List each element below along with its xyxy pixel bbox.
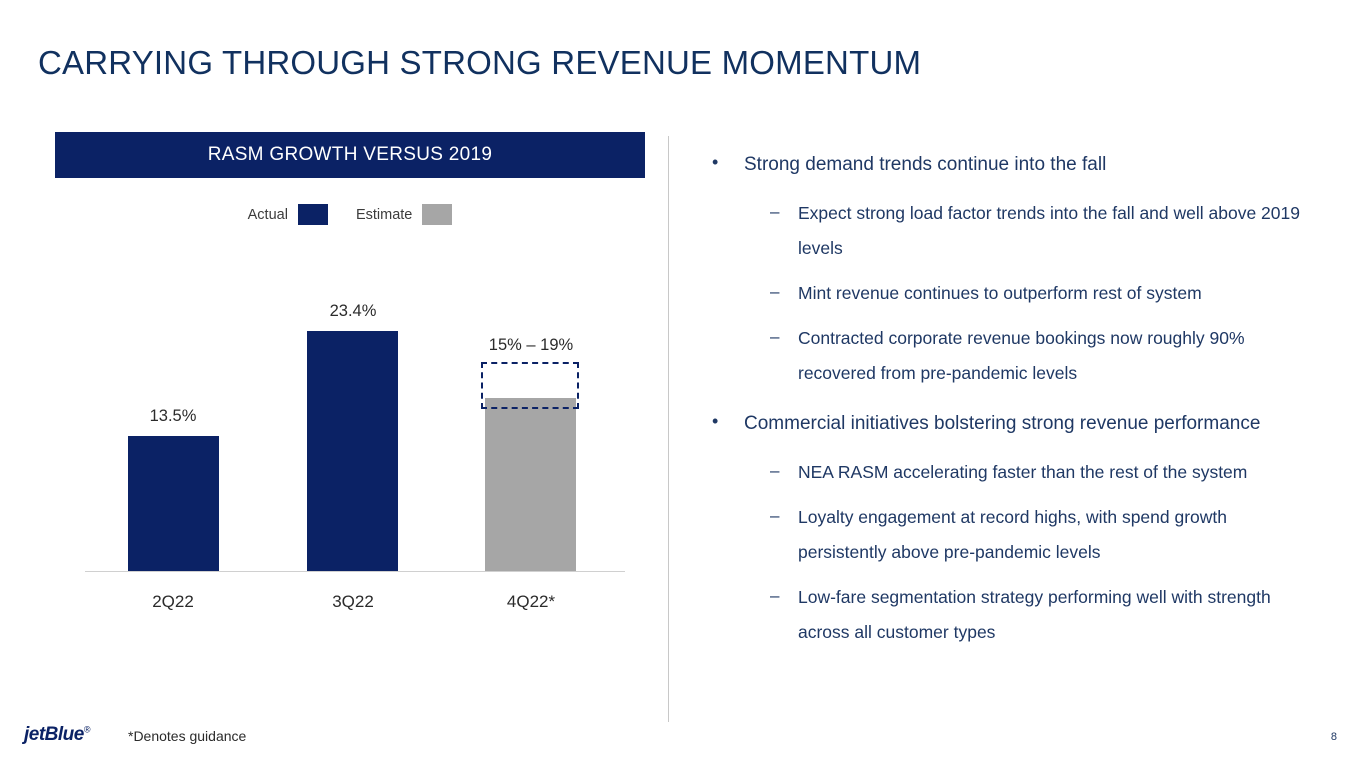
sub-bullet-marker: – <box>770 461 780 480</box>
category-label-2q22: 2Q22 <box>152 592 194 611</box>
legend-label-actual: Actual <box>247 206 288 223</box>
legend-label-estimate: Estimate <box>355 206 413 223</box>
legend-item-actual <box>248 204 328 225</box>
sub-bullet-marker: – <box>770 327 780 346</box>
chart-title-banner: RASM GROWTH VERSUS 2019 <box>55 132 645 178</box>
jetblue-logo-text: jetBlue <box>24 724 84 745</box>
bullet-item <box>712 405 1332 443</box>
sub-bullet-marker: – <box>770 282 780 301</box>
registered-mark-icon: ® <box>83 724 90 735</box>
bullet-marker: • <box>712 152 719 172</box>
sub-bullet-item <box>770 455 1332 490</box>
page-title: CARRYING THROUGH STRONG REVENUE MOMENTUM <box>38 44 922 81</box>
sub-bullet-item <box>770 500 1332 570</box>
panel-divider <box>668 136 669 722</box>
sub-bullet-item <box>770 196 1332 266</box>
chart-legend <box>40 204 660 225</box>
bullet-text: Strong demand trends continue into the fall <box>744 154 1107 175</box>
chart-plot <box>85 262 625 611</box>
footnote: *Denotes guidance <box>128 728 247 744</box>
bar-2q22 <box>128 436 219 571</box>
bar-3q22 <box>307 331 398 571</box>
bullet-item <box>712 146 1332 184</box>
bar-4q22-estimate <box>485 398 576 571</box>
bar-label-3q22: 23.4% <box>329 302 377 320</box>
sub-bullet-item <box>770 276 1332 311</box>
sub-bullet-text: Mint revenue continues to outperform rest of system <box>798 283 1202 303</box>
guidance-range-box <box>481 362 579 409</box>
sub-bullet-item <box>770 321 1332 391</box>
sub-bullet-text: Contracted corporate revenue bookings now roughly 90% recovered from pre-pandemic levels <box>798 328 1245 383</box>
category-label-4q22: 4Q22* <box>506 592 556 611</box>
bullet-text: Commercial initiatives bolstering strong revenue performance <box>744 413 1261 434</box>
sub-bullet-text: NEA RASM accelerating faster than the rest of the system <box>798 462 1248 482</box>
sub-bullet-marker: – <box>770 202 780 221</box>
bar-label-4q22: 15% – 19% <box>488 336 574 354</box>
sub-bullet-list <box>770 455 1332 650</box>
jetblue-logo <box>24 724 90 746</box>
sub-bullet-text: Expect strong load factor trends into the fall and well above 2019 levels <box>798 203 1300 258</box>
x-axis-line <box>85 571 625 572</box>
bullet-marker: • <box>712 411 719 431</box>
sub-bullet-marker: – <box>770 506 780 525</box>
chart-panel <box>40 132 660 722</box>
sub-bullet-text: Low-fare segmentation strategy performing well with strength across all customer types <box>798 587 1271 642</box>
sub-bullet-marker: – <box>770 586 780 605</box>
sub-bullet-list <box>770 196 1332 391</box>
legend-swatch-actual <box>298 204 328 225</box>
sub-bullet-item <box>770 580 1332 650</box>
bar-label-2q22: 13.5% <box>149 407 197 425</box>
bullet-list <box>712 146 1332 660</box>
legend-swatch-estimate <box>422 204 452 225</box>
category-label-3q22: 3Q22 <box>332 592 374 611</box>
page-number: 8 <box>1330 731 1337 743</box>
sub-bullet-text: Loyalty engagement at record highs, with spend growth persistently above pre-pandemic levels <box>798 507 1228 562</box>
legend-item-estimate <box>356 204 452 225</box>
